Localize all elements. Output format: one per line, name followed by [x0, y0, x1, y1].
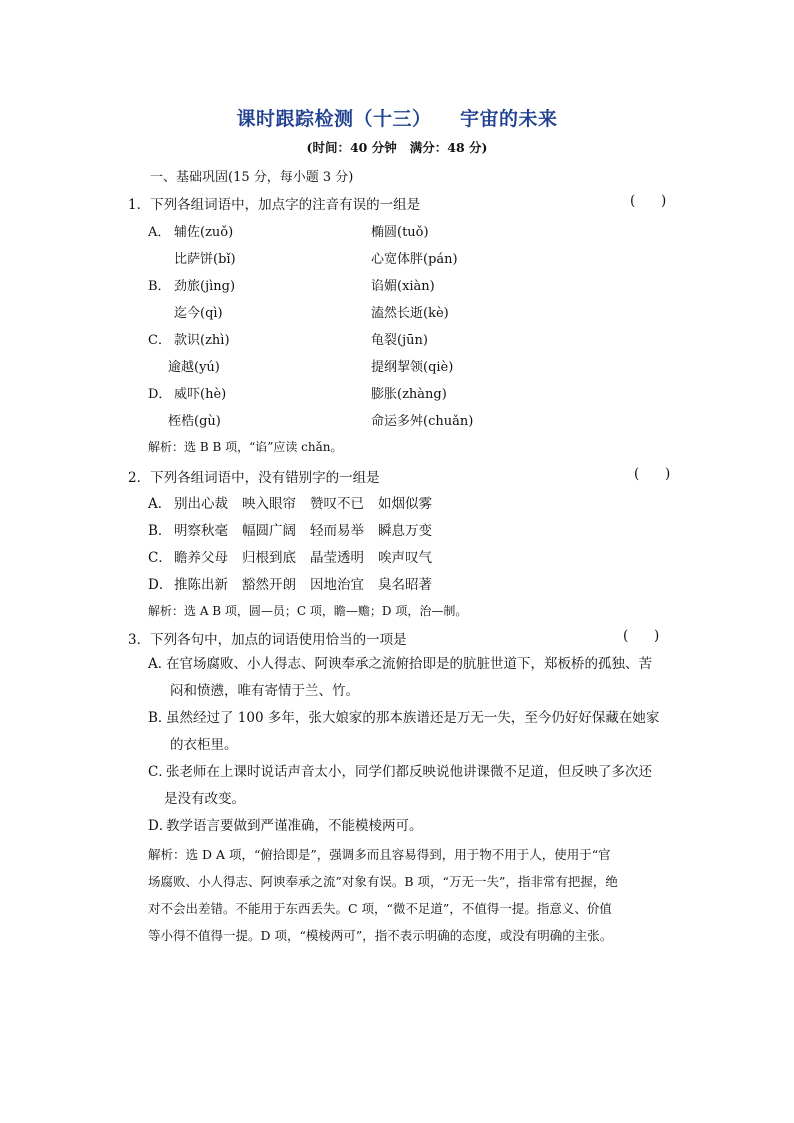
question-3-stem: 3．下列各句中，加点的词语使用恰当的一项是 — [128, 632, 407, 648]
q2-option-d — [148, 573, 446, 593]
q3-option-b — [148, 705, 678, 759]
option-word: 瞻养父母 — [174, 550, 228, 566]
section-heading: 一、基础巩固(15 分，每小题 3 分) — [150, 170, 354, 185]
option-text: 在官场腐败、小人得志、阿谀奉承之流俯拾即是的肮脏世道下，郑板桥的孤独、苦 — [166, 656, 652, 672]
option-label: D． — [148, 577, 173, 593]
q1-option-d — [148, 383, 226, 402]
option-label: C． — [148, 550, 172, 566]
q2-option-b — [148, 519, 446, 539]
option-label: B． — [148, 710, 172, 726]
option-label: A． — [148, 225, 171, 240]
option-word: 溘然长逝(kè) — [371, 306, 449, 321]
option-word: 推陈出新 — [174, 577, 228, 593]
option-word: 龟裂(jūn) — [371, 333, 428, 348]
page-title: 课时跟踪检测（十三） 宇宙的未来 — [236, 108, 558, 130]
option-word: 赞叹不已 — [310, 496, 364, 512]
answer-blank-3: ( ) — [623, 628, 660, 644]
option-word: 膨胀(zhàng) — [371, 387, 447, 402]
option-text: 虽然经过了 100 多年，张大娘家的那本族谱还是万无一失，至今仍好好保藏在她家 — [166, 710, 660, 726]
option-word: 晶莹透明 — [310, 550, 364, 566]
option-word: 逾越(yú) — [168, 360, 220, 375]
q3-option-a — [148, 651, 678, 705]
option-word: 比萨饼(bǐ) — [174, 252, 236, 267]
option-word: 豁然开朗 — [242, 577, 296, 593]
q2-explanation: 解析：选 A B 项，圆—员；C 项，瞻—赡；D 项，治—制。 — [148, 604, 468, 618]
option-word: 桎梏(gù) — [168, 414, 221, 429]
option-word: 别出心裁 — [174, 496, 228, 512]
question-2-stem: 2．下列各组词语中，没有错别字的一组是 — [128, 470, 380, 486]
q3-option-c — [148, 759, 678, 813]
option-label: D． — [148, 818, 173, 834]
option-label: B． — [148, 523, 172, 539]
explanation-line: 场腐败、小人得志、阿谀奉承之流”对象有误。B 项，“万无一失”，指非常有把握，绝 — [148, 874, 618, 889]
explanation-line: 对不会出差错。不能用于东西丢失。C 项，“微不足道”，不值得一提。指意义、价值 — [148, 901, 612, 916]
option-word: 映入眼帘 — [242, 496, 296, 512]
option-word: 椭圆(tuǒ) — [371, 225, 429, 240]
q3-explanation — [148, 841, 678, 949]
q1-option-a — [148, 221, 233, 240]
option-label: A． — [148, 656, 172, 672]
question-1-stem: 1．下列各组词语中，加点字的注音有误的一组是 — [128, 197, 421, 213]
option-word: 劲旅(jìng) — [174, 279, 236, 294]
answer-blank-1: ( ) — [630, 193, 667, 209]
option-label: D． — [148, 387, 172, 402]
q2-option-a — [148, 492, 446, 512]
option-text-cont: 的衣柜里。 — [170, 737, 238, 753]
option-word: 命运多舛(chuǎn) — [371, 414, 474, 429]
option-text: 张老师在上课时说话声音太小，同学们都反映说他讲课微不足道，但反映了多次还 — [166, 764, 652, 780]
option-label: B． — [148, 279, 171, 294]
option-text-cont: 是没有改变。 — [164, 791, 245, 807]
option-word: 轻而易举 — [310, 523, 364, 539]
option-word: 提纲挈领(qiè) — [371, 360, 454, 375]
q1-option-b — [148, 275, 235, 294]
option-word: 明察秋毫 — [174, 523, 228, 539]
option-text-cont: 闷和愤懑，唯有寄情于兰、竹。 — [170, 683, 359, 699]
option-word: 幅圆广阔 — [242, 523, 296, 539]
option-word: 因地治宜 — [310, 577, 364, 593]
explanation-line: 解析：选 D A 项，“俯拾即是”，强调多而且容易得到，用于物不用于人，使用于“官 — [148, 847, 611, 862]
option-word: 归根到底 — [242, 550, 296, 566]
answer-blank-2: ( ) — [634, 466, 671, 482]
option-text: 教学语言要做到严谨准确，不能模棱两可。 — [166, 818, 423, 834]
time-score-info: (时间：40 分钟 满分：48 分) — [306, 140, 488, 155]
option-word: 瞬息万变 — [378, 523, 432, 539]
option-label: C． — [148, 333, 171, 348]
option-word: 辅佐(zuǒ) — [174, 225, 234, 240]
option-word: 谄媚(xiàn) — [371, 279, 435, 294]
option-word: 如烟似雾 — [378, 496, 432, 512]
option-word: 款识(zhì) — [174, 333, 230, 348]
option-label: A． — [148, 496, 172, 512]
option-label: C． — [148, 764, 172, 780]
option-word: 心宽体胖(pán) — [371, 252, 458, 267]
option-word: 唉声叹气 — [378, 550, 432, 566]
option-word: 臭名昭著 — [378, 577, 432, 593]
explanation-line: 等小得不值得一提。D 项，“模棱两可”，指不表示明确的态度，或没有明确的主张。 — [148, 928, 613, 943]
option-word: 威吓(hè) — [174, 387, 227, 402]
q2-option-c — [148, 546, 446, 566]
q1-option-c — [148, 329, 230, 348]
q3-option-d — [148, 813, 678, 840]
q1-explanation: 解析：选 B B 项，“谄”应读 chǎn。 — [148, 440, 343, 454]
option-word: 迄今(qì) — [174, 306, 223, 321]
